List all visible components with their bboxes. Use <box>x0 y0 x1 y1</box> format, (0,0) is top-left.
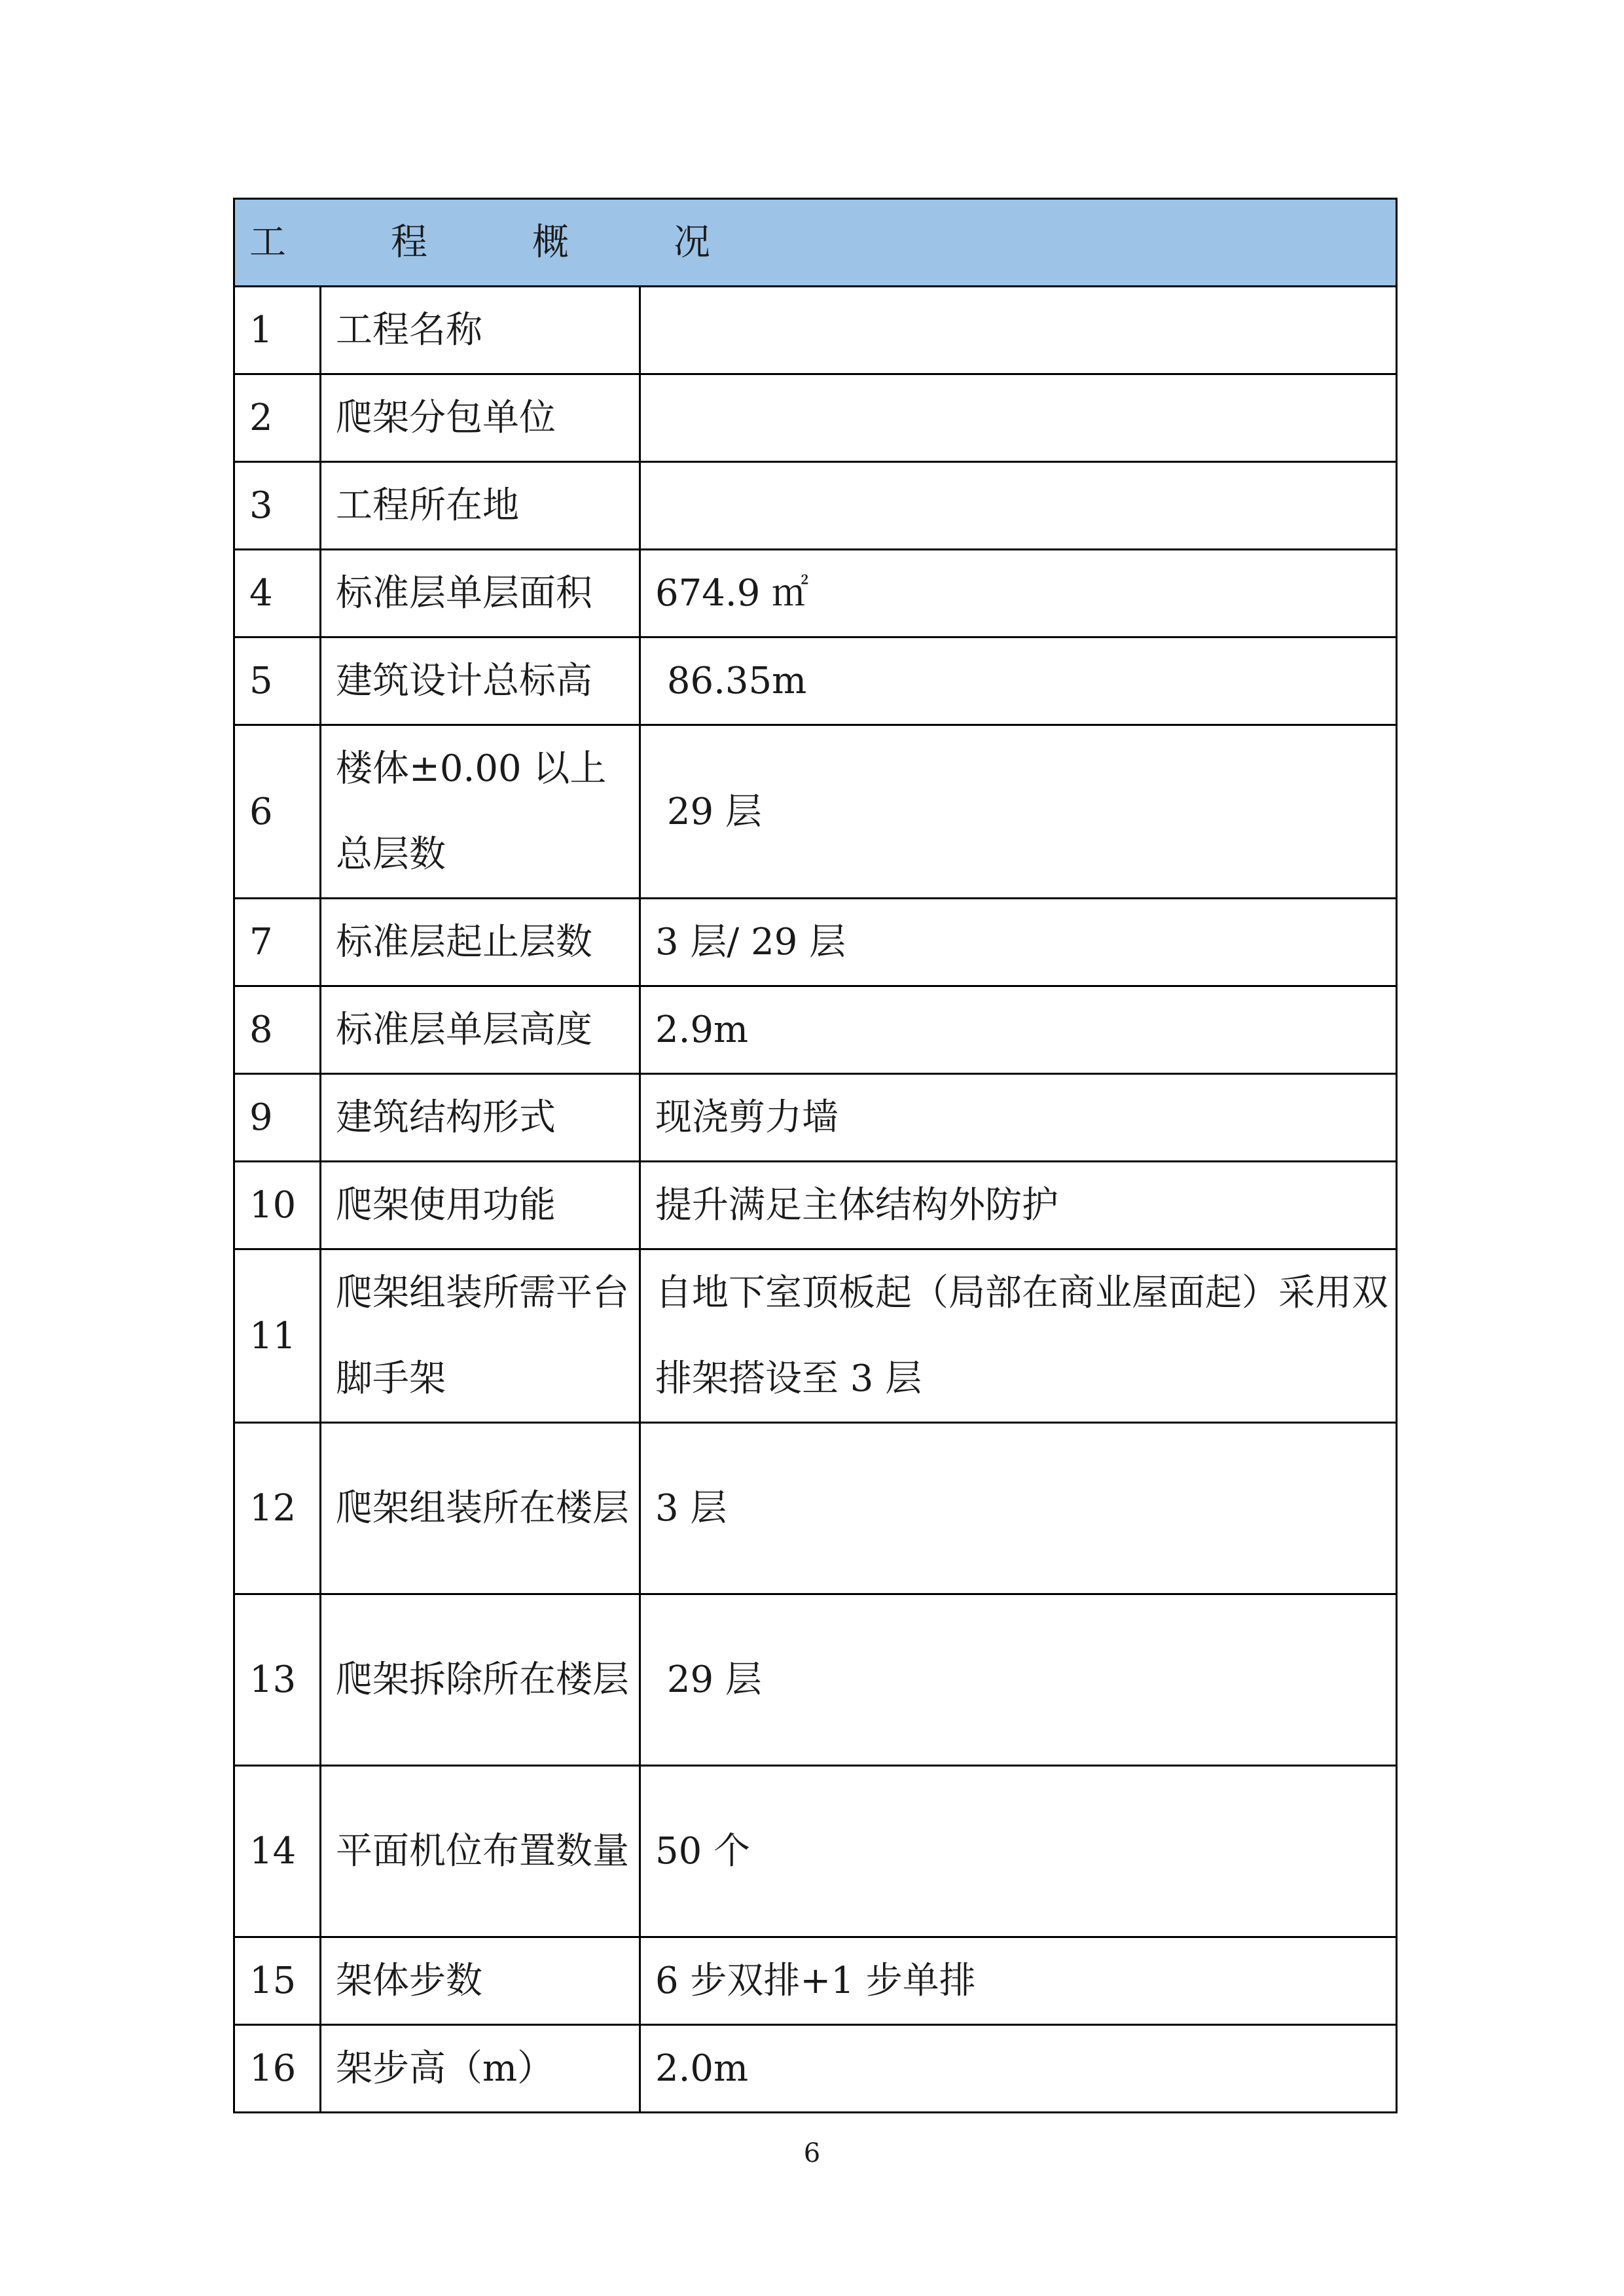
table-row <box>234 725 1397 899</box>
row-value <box>640 287 1397 374</box>
row-item: 爬架分包单位 <box>321 374 640 462</box>
row-value: 现浇剪力墙 <box>640 1074 1397 1162</box>
row-value: 3 层 <box>640 1423 1397 1594</box>
table-row <box>234 462 1397 550</box>
table-row <box>234 374 1397 462</box>
table-row <box>234 986 1397 1074</box>
row-number: 2 <box>234 374 321 462</box>
row-item: 标准层起止层数 <box>321 899 640 986</box>
table-row <box>234 1162 1397 1249</box>
row-number: 12 <box>234 1423 321 1594</box>
row-value: 2.9m <box>640 986 1397 1074</box>
row-number: 14 <box>234 1766 321 1937</box>
table-title: 工 程 概 况 <box>234 199 1397 287</box>
row-value: 3 层/ 29 层 <box>640 899 1397 986</box>
row-value: 6 步双排+1 步单排 <box>640 1937 1397 2025</box>
row-number: 13 <box>234 1594 321 1766</box>
table-row <box>234 1937 1397 2025</box>
row-number: 10 <box>234 1162 321 1249</box>
row-value: 29 层 <box>640 725 1397 899</box>
row-number: 15 <box>234 1937 321 2025</box>
row-item: 爬架拆除所在楼层 <box>321 1594 640 1766</box>
table-row <box>234 1249 1397 1423</box>
table-row <box>234 2025 1397 2113</box>
row-value: 674.9 ㎡ <box>640 550 1397 637</box>
row-value <box>640 374 1397 462</box>
row-item: 标准层单层面积 <box>321 550 640 637</box>
row-value: 提升满足主体结构外防护 <box>640 1162 1397 1249</box>
row-item: 平面机位布置数量 <box>321 1766 640 1937</box>
row-number: 8 <box>234 986 321 1074</box>
row-item: 爬架使用功能 <box>321 1162 640 1249</box>
row-item: 建筑设计总标高 <box>321 637 640 725</box>
row-number: 4 <box>234 550 321 637</box>
row-value: 自地下室顶板起（局部在商业屋面起）采用双排架搭设至 3 层 <box>640 1249 1397 1423</box>
row-item: 爬架组装所需平台脚手架 <box>321 1249 640 1423</box>
row-item: 架体步数 <box>321 1937 640 2025</box>
table-row <box>234 287 1397 374</box>
table-row <box>234 550 1397 637</box>
row-item: 楼体±0.00 以上总层数 <box>321 725 640 899</box>
page-number: 6 <box>803 2138 821 2168</box>
row-value: 50 个 <box>640 1766 1397 1937</box>
row-number: 16 <box>234 2025 321 2113</box>
row-item: 工程所在地 <box>321 462 640 550</box>
row-item: 爬架组装所在楼层 <box>321 1423 640 1594</box>
project-overview-table <box>233 198 1398 2113</box>
table-row <box>234 1074 1397 1162</box>
table-row <box>234 1594 1397 1766</box>
row-item: 标准层单层高度 <box>321 986 640 1074</box>
row-item: 工程名称 <box>321 287 640 374</box>
row-item: 架步高（m） <box>321 2025 640 2113</box>
table-row <box>234 637 1397 725</box>
row-number: 9 <box>234 1074 321 1162</box>
row-value: 2.0m <box>640 2025 1397 2113</box>
table-row <box>234 899 1397 986</box>
row-value: 29 层 <box>640 1594 1397 1766</box>
row-number: 6 <box>234 725 321 899</box>
row-number: 11 <box>234 1249 321 1423</box>
row-value: 86.35m <box>640 637 1397 725</box>
row-number: 7 <box>234 899 321 986</box>
row-number: 3 <box>234 462 321 550</box>
table-row <box>234 1766 1397 1937</box>
row-item: 建筑结构形式 <box>321 1074 640 1162</box>
row-number: 5 <box>234 637 321 725</box>
table-row <box>234 1423 1397 1594</box>
row-value <box>640 462 1397 550</box>
row-number: 1 <box>234 287 321 374</box>
table-header-row <box>234 199 1397 287</box>
